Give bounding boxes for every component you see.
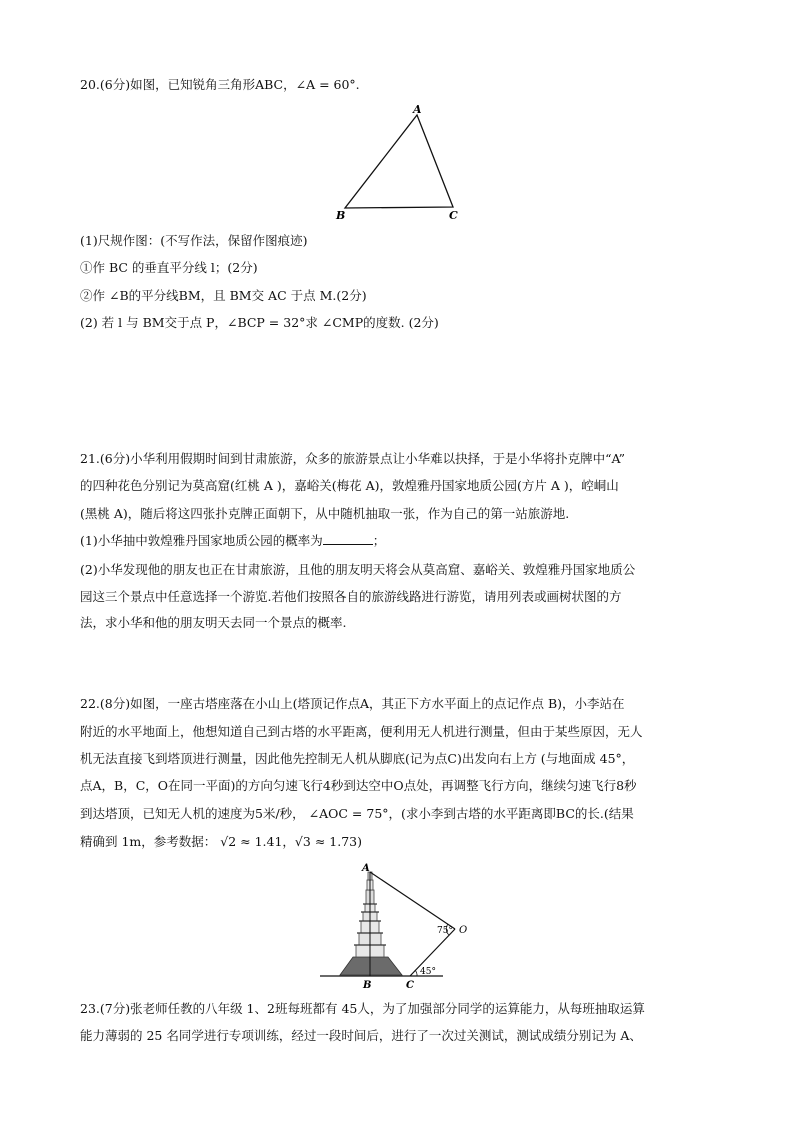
q20-part2: (2) 若 l 与 BM交于点 P，∠BCP = 32°求 ∠CMP的度数. (2分) — [80, 315, 439, 330]
q21-line2: 的四种花色分别记为莫高窟(红桃 A )，嘉峪关(梅花 A)，敦煌雅丹国家地质公园(方片 A )，崆峒山 — [80, 478, 619, 493]
label-b: B — [363, 980, 372, 990]
q20-part1b: ②作 ∠B的平分线BM，且 BM交 AC 于点 M.(2分) — [80, 288, 367, 303]
q21-part2b: 园这三个景点中任意选择一个游览.若他们按照各自的旅游线路进行游览，请用列表或画树状图的方 — [80, 589, 622, 604]
q20-part1: (1)尺规作图：(不写作法，保留作图痕迹) — [80, 233, 308, 248]
label-a: A — [413, 103, 422, 116]
triangle-figure — [325, 100, 475, 225]
q21-part1-text: (1)小华抽中敦煌雅丹国家地质公园的概率为 — [80, 533, 323, 548]
q22-line5: 到达塔顶，已知无人机的速度为5米/秒， ∠AOC = 75°，(求小李到古塔的水平距离即BC的长.(结果 — [80, 806, 634, 821]
q21-part1-end: ； — [372, 533, 386, 548]
label-b: B — [336, 209, 346, 222]
q20-part1a: ①作 BC 的垂直平分线 l；(2分) — [80, 260, 258, 275]
q23-line2: 能力薄弱的 25 名同学进行专项训练，经过一段时间后，进行了一次过关测试，测试成绩分别记为 A、 — [80, 1028, 642, 1043]
q20-stem: 20.(6分)如图，已知锐角三角形ABC，∠A = 60°. — [80, 77, 360, 92]
label-c: C — [449, 209, 458, 222]
q21-line1: 21.(6分)小华利用假期时间到甘肃旅游，众多的旅游景点让小华难以抉择，于是小华将扑克牌中“A” — [80, 451, 626, 466]
q22-line4: 点A，B，C，O在同一平面)的方向匀速飞行4秒到达空中O点处，再调整飞行方向，继续匀速飞行8秒 — [80, 778, 637, 793]
q21-part2a: (2)小华发现他的朋友也正在甘肃旅游，且他的朋友明天将会从莫高窟、嘉峪关、敦煌雅丹国家地质公 — [80, 562, 636, 577]
q22-line3: 机无法直接飞到塔顶进行测量，因此他先控制无人机从脚底(记为点C)出发向右上方 (与地面成 45°， — [80, 751, 635, 766]
label-a: A — [362, 863, 370, 874]
q21-line3: (黑桃 A)，随后将这四张扑克牌正面朝下，从中随机抽取一张，作为自己的第一站旅游地. — [80, 506, 570, 521]
label-o: O — [459, 925, 468, 936]
angle-45-label: 45° — [420, 967, 436, 977]
q23-line1: 23.(7分)张老师任教的八年级 1、2班每班都有 45人，为了加强部分同学的运算能力，从每班抽取运算 — [80, 1001, 645, 1016]
q21-part1 — [80, 532, 385, 550]
label-c: C — [406, 980, 414, 990]
q21-part2c: 法，求小华和他的朋友明天去同一个景点的概率. — [80, 615, 347, 630]
q22-line1: 22.(8分)如图，一座古塔座落在小山上(塔顶记作点A，其正下方水平面上的点记作点 B)，小李站在 — [80, 696, 625, 711]
q22-line2: 附近的水平地面上，他想知道自己到古塔的水平距离，便利用无人机进行测量，但由于某些原因，无人 — [80, 724, 643, 739]
tower-figure — [318, 860, 483, 990]
angle-75-label: 75° — [437, 926, 453, 936]
q22-line6: 精确到 1m，参考数据： √2 ≈ 1.41，√3 ≈ 1.73) — [80, 834, 362, 849]
answer-blank[interactable] — [323, 532, 373, 545]
